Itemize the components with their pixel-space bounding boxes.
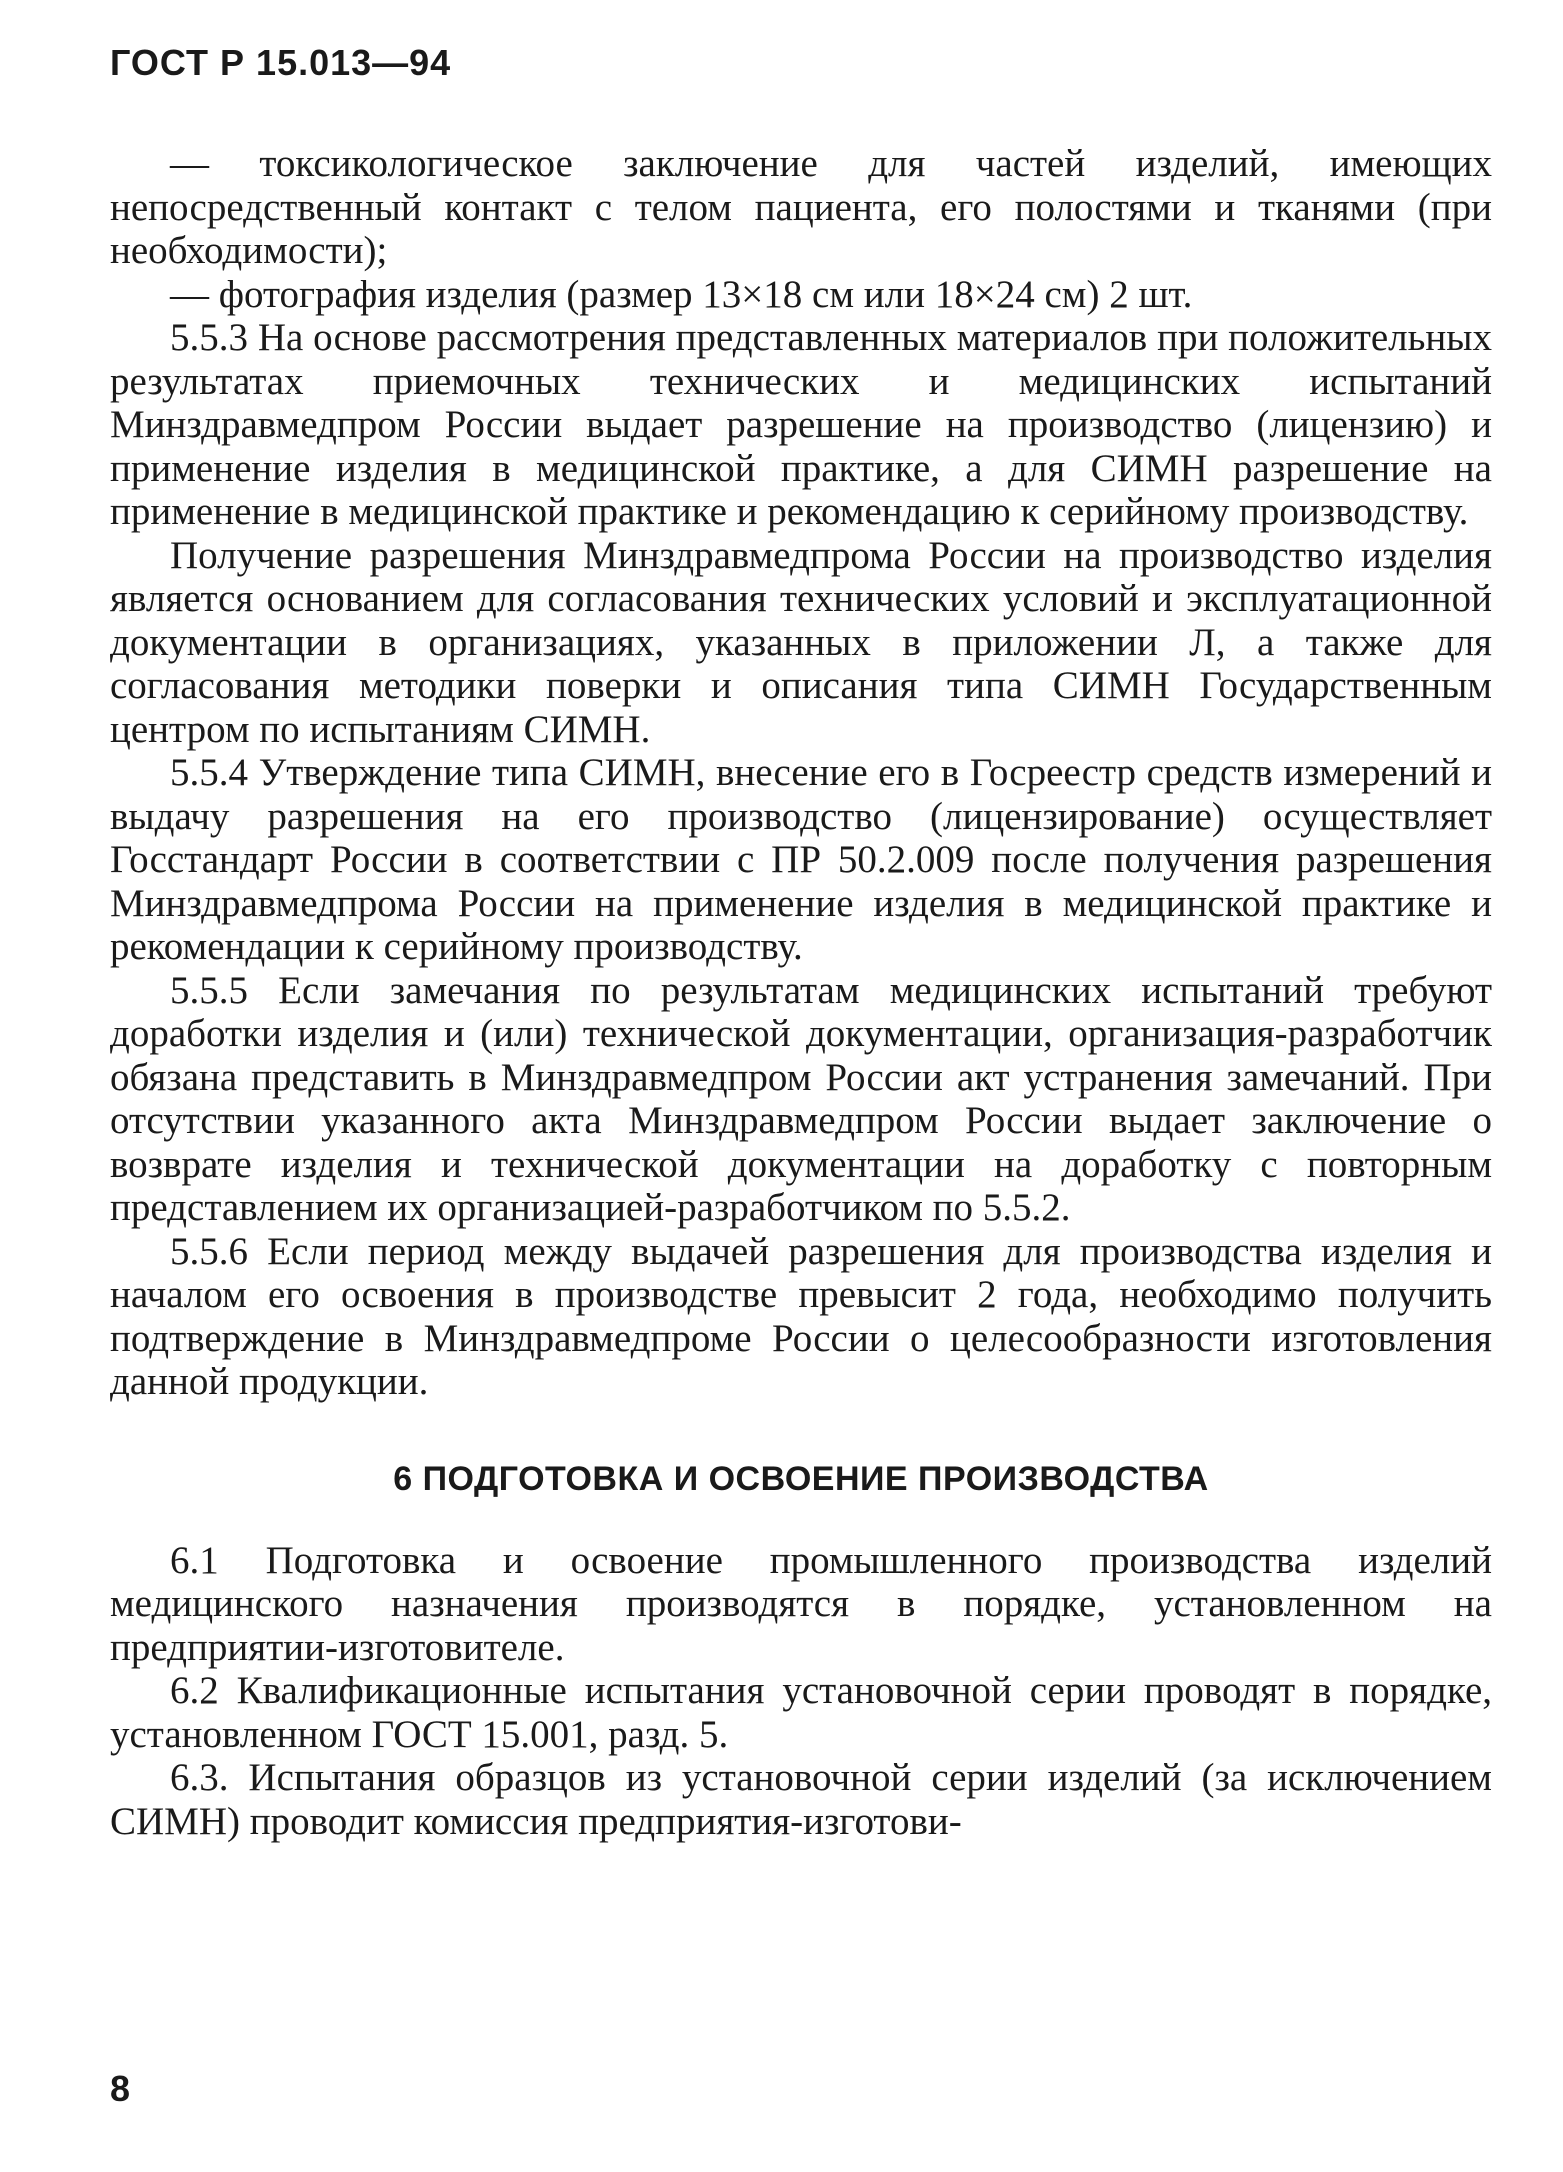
paragraph-toxicology-conclusion: — токсикологическое заключение для частей изделий, имеющих непосредственный контакт с телом пациента, его полостями и тканями (при необходимости); xyxy=(110,142,1492,272)
paragraph-6-2: 6.2 Квалификационные испытания установочной серии проводят в порядке, установленном ГОСТ 15.001, разд. 5. xyxy=(110,1669,1492,1756)
section-heading-6: 6 ПОДГОТОВКА И ОСВОЕНИЕ ПРОИЗВОДСТВА xyxy=(393,1459,1209,1498)
paragraph-6-3: 6.3. Испытания образцов из установочной серии изделий (за исключением СИМН) проводит комиссия предприятия-изготови- xyxy=(110,1756,1492,1843)
paragraph-permission-basis: Получение разрешения Минздравмедпрома России на производство изделия является основанием для согласования технических условий и эксплуатационной документации в организациях, указанных в приложении Л, а также для согласования методики поверки и описания типа СИМН Государственным центром по испытаниям СИМН. xyxy=(110,533,1492,751)
paragraph-5-5-3: 5.5.3 На основе рассмотрения представленных материалов при положительных результатах приемочных технических и медицинских испытаний Минздравмедпром России выдает разрешение на производство (лицензию) и применение изделия в медицинской практике, а для СИМН разрешение на применение в медицинской практике и рекомендацию к серийному производству. xyxy=(110,316,1492,533)
paragraph-5-5-5: 5.5.5 Если замечания по результатам медицинских испытаний требуют доработки изделия и (или) технической документации, организация-разработчик обязана представить в Минздравмедпром России акт устранения замечаний. При отсутствии указанного акта Минздравмедпром России выдает заключение о возврате изделия и технической документации на доработку с повторным представлением их организацией-разработчиком по 5.5.2. xyxy=(110,968,1492,1229)
paragraph-5-5-6: 5.5.6 Если период между выдачей разрешения для производства изделия и началом его освоения в производстве превысит 2 года, необходимо получить подтверждение в Минздравмедпроме России о целесообразности изготовления данной продукции. xyxy=(110,1229,1492,1403)
paragraph-5-5-4: 5.5.4 Утверждение типа СИМН, внесение его в Госреестр средств измерений и выдачу разрешения на его производство (лицензирование) осуществляет Госстандарт России в соответствии с ПР 50.2.009 после получения разрешения Минздравмедпрома России на применение изделия в медицинской практике и рекомендации к серийному производству. xyxy=(110,751,1492,968)
paragraph-6-1: 6.1 Подготовка и освоение промышленного производства изделий медицинского назначения производятся в порядке, установленном на предприятии-изготовителе. xyxy=(110,1538,1492,1669)
paragraph-product-photo: — фотография изделия (размер 13×18 см или 18×24 см) 2 шт. xyxy=(170,272,1193,316)
page-number: 8 xyxy=(110,2068,131,2109)
page-header-standard-code: ГОСТ Р 15.013—94 xyxy=(110,42,452,83)
document-body xyxy=(110,142,1492,1843)
